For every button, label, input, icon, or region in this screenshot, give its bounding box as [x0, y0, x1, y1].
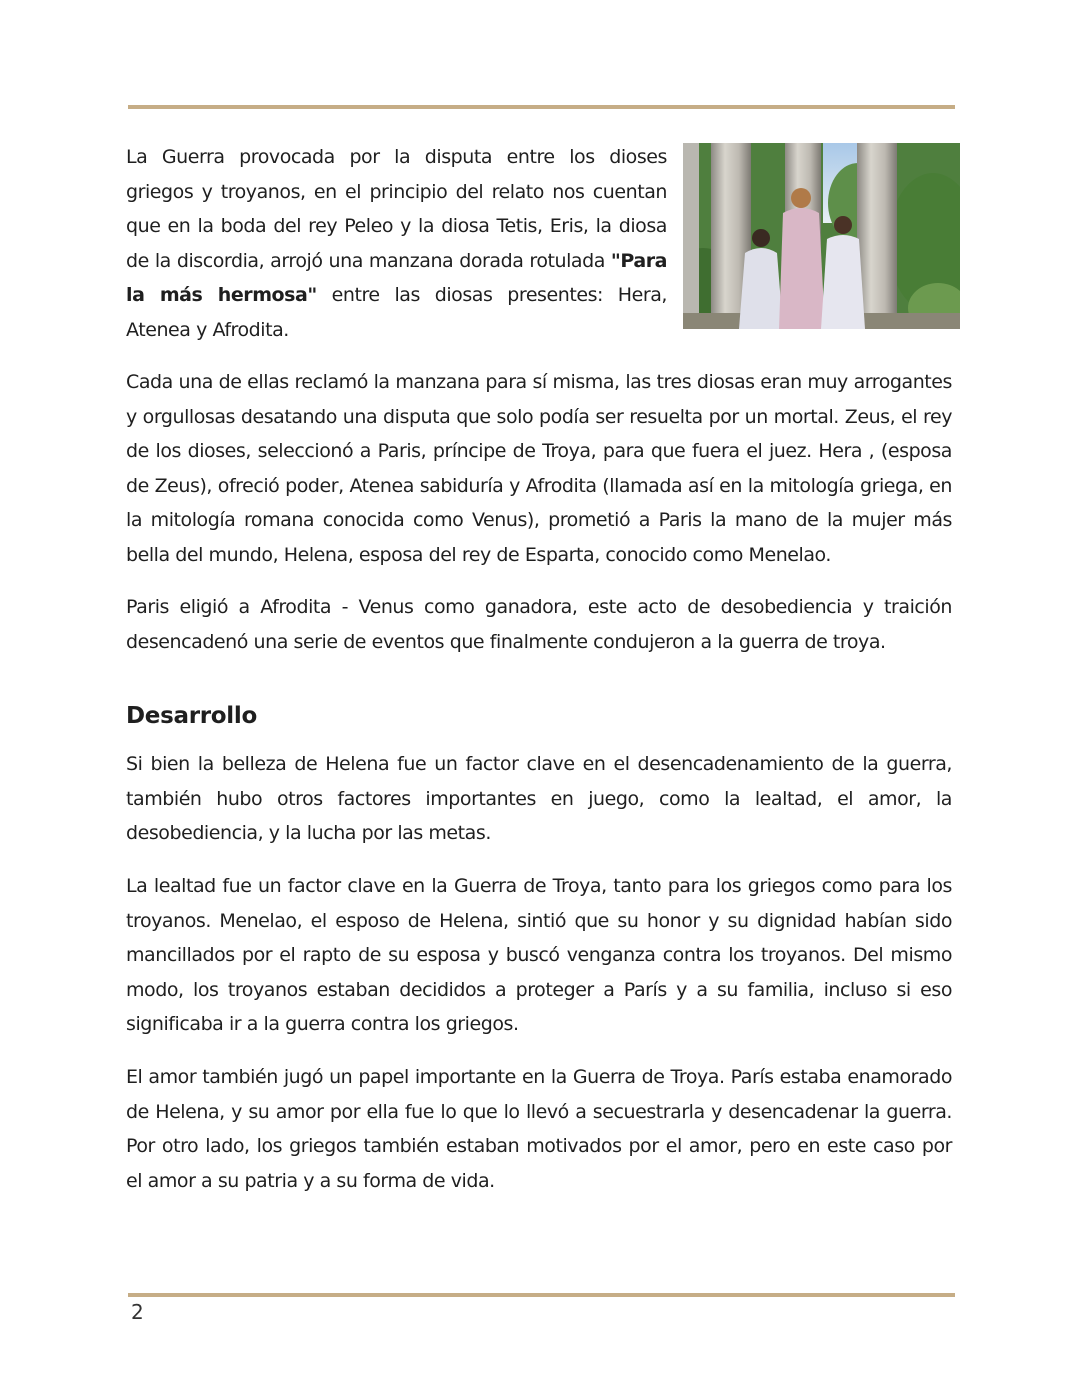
section-heading: Desarrollo [126, 703, 257, 729]
paragraph-3: Paris eligió a Afrodita - Venus como ganadora, este acto de desobediencia y traición desencadenó una serie de eventos que finalmente condujeron a la guerra de troya. [126, 596, 952, 653]
header-rule [128, 105, 955, 109]
intro-paragraph: La Guerra provocada por la disputa entre los dioses griegos y troyanos, en el principio del relato nos cuentan que en la boda del rey Peleo y la diosa Tetis, Eris, la diosa de la discordia, arrojó una manzana dorada rotulada "Para la más hermosa" entre las diosas presentes: Hera, Atenea y Afrodita. [126, 146, 667, 341]
paragraph-4: Si bien la belleza de Helena fue un factor clave en el desencadenamiento de la guerra, también hubo otros factores importantes en juego, como la lealtad, el amor, la desobediencia, y la lucha por las metas. [126, 753, 952, 844]
goddesses-photo [683, 143, 960, 329]
page-number: 2 [131, 1300, 144, 1324]
paragraph-5: La lealtad fue un factor clave en la Guerra de Troya, tanto para los griegos como para los troyanos. Menelao, el esposo de Helena, sintió que su honor y su dignidad habían sido mancillados por el rapto de su esposa y buscó venganza contra los troyanos. Del mismo modo, los troyanos estaban decididos a proteger a París y a su familia, incluso si eso significaba ir a la guerra contra los griegos. [126, 875, 952, 1035]
paragraph-6: El amor también jugó un papel importante en la Guerra de Troya. París estaba enamorado de Helena, y su amor por ella fue lo que lo llevó a secuestrarla y desencadenar la guerra. Por otro lado, los griegos también estaban motivados por el amor, pero en este caso por el amor a su patria y a su forma de vida. [126, 1066, 952, 1192]
bold-quote: "Para la más hermosa" [126, 249, 667, 306]
paragraph-2: Cada una de ellas reclamó la manzana para sí misma, las tres diosas eran muy arrogantes y orgullosas desatando una disputa que solo podía ser resuelta por un mortal. Zeus, el rey de los dioses, seleccionó a Paris, príncipe de Troya, para que fuera el juez. Hera , (esposa de Zeus), ofreció poder, Atenea sabiduría y Afrodita (llamada así en la mitología griega, en la mitología romana conocida como Venus), prometió a Paris la mano de la mujer más bella del mundo, Helena, esposa del rey de Esparta, conocido como Menelao. [126, 371, 952, 566]
footer-rule [128, 1293, 955, 1297]
